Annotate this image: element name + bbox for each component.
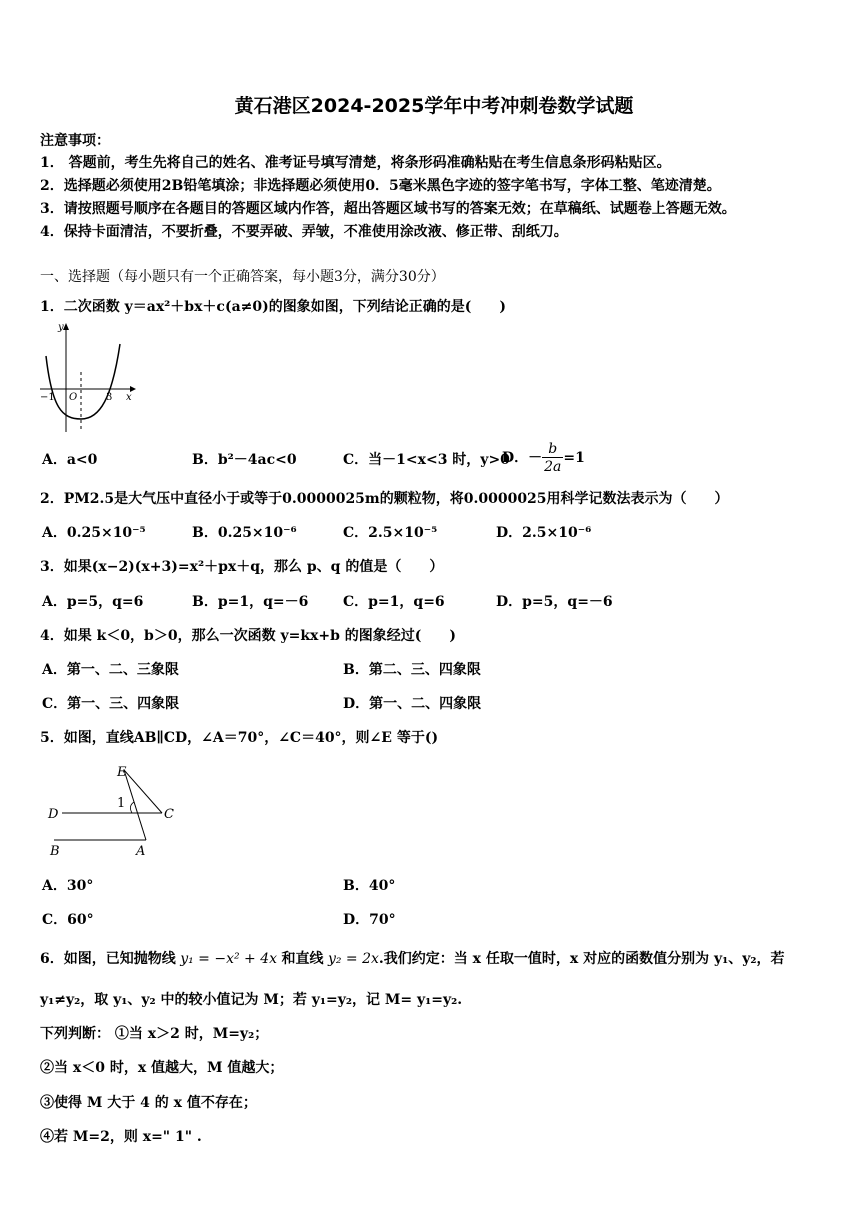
q3-option-a: A．p=5，q=6 <box>42 594 144 610</box>
notice-item-4: 4．保持卡面清洁，不要折叠，不要弄破、弄皱，不准使用涂改液、修正带、刮纸刀。 <box>40 224 568 240</box>
q1-label-y: y <box>58 322 64 333</box>
q2-stem: 2．PM2.5是大气压中直径小于或等于0.0000025m的颗粒物，将0.0000025用科学记数法表示为（ ） <box>40 491 729 507</box>
q3-option-b: B．p=1，q=－6 <box>192 594 309 610</box>
q5-option-a: A．30° <box>42 878 94 894</box>
q1-label-neg1: −1 <box>40 392 55 403</box>
q2-option-c: C．2.5×10⁻⁵ <box>343 525 438 541</box>
q1-option-d <box>502 436 585 480</box>
q5-parallel-lines-figure <box>44 758 190 862</box>
q2-option-a: A．0.25×10⁻⁵ <box>42 525 146 541</box>
notice-heading: 注意事项： <box>40 133 110 149</box>
notice-item-3: 3．请按照题号顺序在各题目的答题区域内作答，超出答题区域书写的答案无效；在草稿纸、试题卷上答题无效。 <box>40 201 736 217</box>
q3-option-d: D．p=5，q=－6 <box>496 594 613 610</box>
q1-y-arrow <box>63 323 69 330</box>
q5-label-c: C <box>164 807 174 822</box>
q6-statement-4: ④若 M=2，则 x=" 1" . <box>40 1129 202 1145</box>
q1-option-d-fraction <box>542 441 563 476</box>
section-heading: 一、选择题（每小题只有一个正确答案，每小题3分，满分30分） <box>40 269 445 285</box>
q1-parabola-figure <box>36 318 140 436</box>
q2-option-b: B．0.25×10⁻⁶ <box>192 525 297 541</box>
q1-label-3: 3 <box>106 392 113 403</box>
q1-option-d-suffix: =1 <box>563 450 585 466</box>
q3-stem: 3．如果(x−2)(x+3)=x²＋px＋q，那么 p、q 的值是（ ） <box>40 559 444 575</box>
q1-label-x: x <box>126 392 132 403</box>
q6-judge: 下列判断： ①当 x＞2 时，M=y₂； <box>40 1026 269 1042</box>
q5-label-e: E <box>117 765 127 780</box>
q1-option-d-den: 2a <box>544 458 562 475</box>
q1-option-d-prefix: D．－ <box>502 450 543 466</box>
q5-label-a: A <box>136 844 146 859</box>
q1-option-a: A．a<0 <box>42 452 98 468</box>
q5-line-ec <box>124 770 162 813</box>
q4-stem: 4．如果 k＜0，b＞0，那么一次函数 y=kx+b 的图象经过( ) <box>40 628 457 644</box>
q6-line-1 <box>40 950 785 968</box>
q1-option-d-num: b <box>548 440 558 457</box>
q5-stem: 5．如图，直线AB∥CD，∠A＝70°，∠C＝40°，则∠E 等于() <box>40 730 439 746</box>
q5-option-d: D．70° <box>343 912 396 928</box>
page-title: 黄石港区2024-2025学年中考冲刺卷数学试题 <box>234 95 634 117</box>
q6-line1-pre: 6．如图，已知抛物线 <box>40 951 176 967</box>
q5-label-b: B <box>50 844 60 859</box>
q5-angle-arc <box>130 802 134 813</box>
q3-option-c: C．p=1，q=6 <box>343 594 445 610</box>
q5-option-b: B．40° <box>343 878 396 894</box>
q4-option-a: A．第一、二、三象限 <box>42 662 179 678</box>
q1-label-o: O <box>69 392 78 403</box>
q5-option-c: C．60° <box>42 912 94 928</box>
q6-statement-3: ③使得 M 大于 4 的 x 值不存在； <box>40 1095 257 1111</box>
q6-line-2: y₁≠y₂，取 y₁、y₂ 中的较小值记为 M；若 y₁=y₂，记 M= y₁=y₂. <box>40 992 463 1008</box>
q1-parabola-curve <box>46 344 120 419</box>
q4-option-c: C．第一、三、四象限 <box>42 696 180 712</box>
q6-eq1: y₁ = −x² + 4x <box>180 951 278 967</box>
notice-item-1: 1． 答题前，考生先将自己的姓名、准考证号填写清楚，将条形码准确粘贴在考生信息条形码粘贴区。 <box>40 155 671 171</box>
q6-statement-2: ②当 x＜0 时，x 值越大，M 值越大； <box>40 1060 284 1076</box>
q1-option-b: B．b²－4ac<0 <box>192 452 297 468</box>
notice-item-2: 2．选择题必须使用2B铅笔填涂；非选择题必须使用0．5毫米黑色字迹的签字笔书写，字体工整、笔迹清楚。 <box>40 178 721 194</box>
q5-label-d: D <box>48 807 59 822</box>
q4-option-d: D．第一、二、四象限 <box>343 696 482 712</box>
q6-eq2: y₂ = 2x <box>327 951 379 967</box>
q1-stem: 1．二次函数 y＝ax²＋bx＋c(a≠0)的图象如图，下列结论正确的是( ) <box>40 299 506 315</box>
q5-line-ea <box>124 770 146 840</box>
q6-line1-post: .我们约定：当 x 任取一值时，x 对应的函数值分别为 y₁、y₂，若 <box>378 951 785 967</box>
q6-line1-mid: 和直线 <box>281 951 324 967</box>
q5-label-1: 1 <box>117 796 126 811</box>
q1-option-c: C．当－1<x<3 时，y>0 <box>343 452 510 468</box>
q4-option-b: B．第二、三、四象限 <box>343 662 481 678</box>
q2-option-d: D．2.5×10⁻⁶ <box>496 525 592 541</box>
